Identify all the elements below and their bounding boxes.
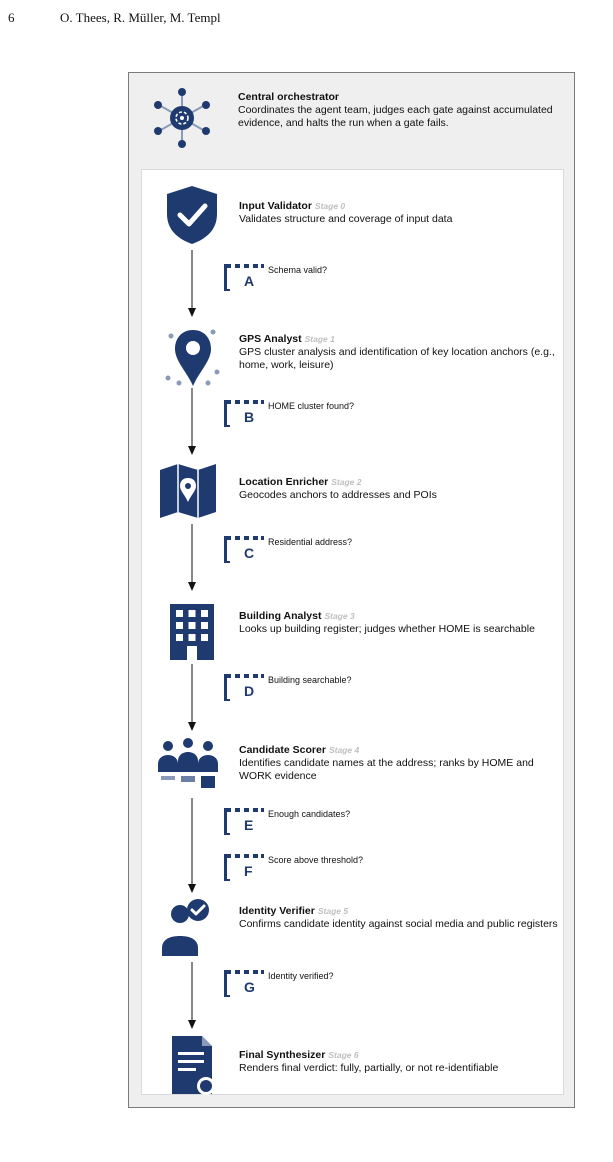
stage-4-name: Candidate Scorer [239,744,326,756]
orchestrator-description: Coordinates the agent team, judges each gate against accumulated evidence, and halts the run when a gate fails. [238,104,553,129]
orchestrator-panel [129,73,574,169]
running-header [8,10,221,26]
orchestrator-text [238,91,563,130]
flow-arrow [187,524,197,592]
map-pin-icon [162,326,222,388]
gate-e [224,806,424,836]
stage-3-text [239,610,559,636]
stage-0-name: Input Validator [239,200,312,212]
page-number: 6 [8,10,15,25]
stage-2-text [239,476,559,502]
stage-2-name: Location Enricher [239,476,329,488]
gate-letter: C [244,545,255,561]
gate-f [224,852,424,882]
stage-6-name: Final Synthesizer [239,1049,326,1061]
flow-arrow [187,798,197,894]
stage-3-name: Building Analyst [239,610,322,622]
user-check-icon [160,896,220,958]
gate-question: Schema valid? [268,265,328,275]
gate-question: Score above threshold? [268,855,364,865]
gate-letter: F [244,863,253,879]
gate-letter: D [244,683,255,699]
stage-2-tag: Stage 2 [331,477,362,487]
gate-c [224,534,424,564]
stage-1-text [239,333,559,372]
stage-0-text [239,200,559,226]
shield-check-icon [162,184,222,246]
stage-3-description: Looks up building register; judges whether HOME is searchable [239,623,535,635]
flow-arrow [187,388,197,456]
stage-6-description: Renders final verdict: fully, partially, or not re-identifiable [239,1062,499,1074]
gate-b [224,398,424,428]
gate-a [224,262,424,292]
gate-letter: E [244,817,254,833]
gate-question: HOME cluster found? [268,401,355,411]
stage-2-description: Geocodes anchors to addresses and POIs [239,489,437,501]
gate-g [224,968,424,998]
gate-question: Residential address? [268,537,353,547]
stage-1-tag: Stage 1 [304,334,335,344]
gate-question: Building searchable? [268,675,352,685]
stage-1-description: GPS cluster analysis and identification of key location anchors (e.g., home, work, leisure) [239,346,555,371]
stage-0-description: Validates structure and coverage of input data [239,213,453,225]
stage-4-text [239,744,559,783]
running-authors: O. Thees, R. Müller, M. Templ [60,10,221,25]
stage-3-tag: Stage 3 [324,611,355,621]
flow-arrow [187,250,197,318]
stage-0-tag: Stage 0 [314,201,346,211]
building-icon [162,600,222,662]
network-hub-icon [151,85,213,151]
gate-question: Identity verified? [268,971,334,981]
stage-5-tag: Stage 5 [317,906,349,916]
gate-letter: A [244,273,255,289]
document-seal-icon [162,1034,222,1096]
gate-letter: B [244,409,255,425]
stage-6-text [239,1049,559,1075]
gate-d [224,672,424,702]
stage-5-description: Confirms candidate identity against social media and public registers [239,918,558,930]
people-ranking-icon [158,736,218,798]
stage-6-tag: Stage 6 [328,1050,359,1060]
flow-arrow [187,664,197,732]
stage-4-tag: Stage 4 [328,745,360,755]
stage-4-description: Identifies candidate names at the address; ranks by HOME and WORK evidence [239,757,534,782]
stage-list [141,169,564,1095]
pipeline-figure [128,72,575,1108]
folded-map-icon [158,460,218,522]
gate-question: Enough candidates? [268,809,351,819]
stage-1-name: GPS Analyst [239,333,302,345]
flow-arrow [187,962,197,1030]
stage-5-text [239,905,559,931]
stage-5-name: Identity Verifier [239,905,315,917]
orchestrator-title: Central orchestrator [238,91,339,103]
gate-letter: G [244,979,255,995]
